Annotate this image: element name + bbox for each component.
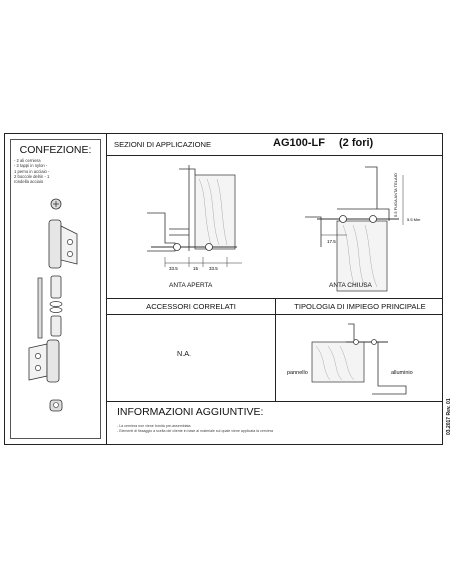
revision-label: 03.2017 Rev. 01 [446, 398, 452, 435]
info-item: - Elementi di fissaggio a scelta del cliente in base al materiale sul quale viene applicata la cerniera [117, 429, 274, 433]
usage-drawing [276, 314, 444, 401]
product-code: AG100-LF [273, 137, 325, 149]
confezione-item: rondella acciaio [14, 179, 44, 185]
dim-open-b: 15 [193, 266, 199, 271]
column-divider [275, 298, 276, 401]
product-holes: (2 fori) [339, 137, 374, 149]
closed-section-drawing [305, 167, 421, 291]
main-panel [107, 134, 442, 444]
accessories-value: N.A. [177, 349, 191, 358]
confezione-item: 1 perno in acciaio - [14, 168, 50, 174]
dim-closed-vertical-label: 5.5 FUGA ANTA TELAIO [393, 173, 398, 217]
header-row [107, 134, 442, 156]
confezione-list [14, 158, 49, 184]
accessories-title: ACCESSORI CORRELATI [146, 302, 236, 311]
technical-sheet [4, 133, 443, 445]
dim-closed-vertical: 5.5 Mm [407, 217, 421, 222]
confezione-item: - 2 tappi in nylon - [14, 163, 48, 169]
open-section-drawing [147, 165, 242, 271]
confezione-item: - 2 ali cerniera [14, 158, 41, 163]
confezione-item: 2 boccole delrin - 1 [14, 173, 50, 179]
usage-panel-label: pannello [287, 370, 308, 376]
hinge-exploded-drawing [11, 190, 101, 420]
usage-title: TIPOLOGIA DI IMPIEGO PRINCIPALE [294, 302, 426, 311]
dim-open-a: 33.5 [169, 266, 178, 271]
bushing-icon [50, 276, 62, 336]
section-drawings [107, 155, 442, 298]
confezione-panel [5, 134, 107, 444]
application-sections [107, 155, 442, 299]
screw-top-icon [51, 199, 61, 209]
usage-aluminium-label: alluminio [391, 370, 413, 376]
info-item: - La cerniera non viene fornita pre-assemblata [117, 424, 191, 428]
closed-section-label: ANTA CHIUSA [329, 282, 372, 289]
open-section-label: ANTA APERTA [169, 282, 213, 289]
upper-hinge-leaf-icon [49, 220, 77, 268]
confezione-title: CONFEZIONE: [19, 144, 92, 156]
dim-open-c: 33.5 [209, 266, 218, 271]
confezione-frame [10, 139, 101, 439]
pin-icon [38, 278, 42, 338]
lower-hinge-leaf-icon [29, 340, 59, 382]
info-list [117, 424, 273, 434]
section-label: SEZIONI DI APPLICAZIONE [114, 140, 212, 149]
info-title: INFORMAZIONI AGGIUNTIVE: [117, 406, 264, 418]
dim-closed: 17.5 [327, 239, 336, 244]
cap-icon [50, 400, 62, 411]
